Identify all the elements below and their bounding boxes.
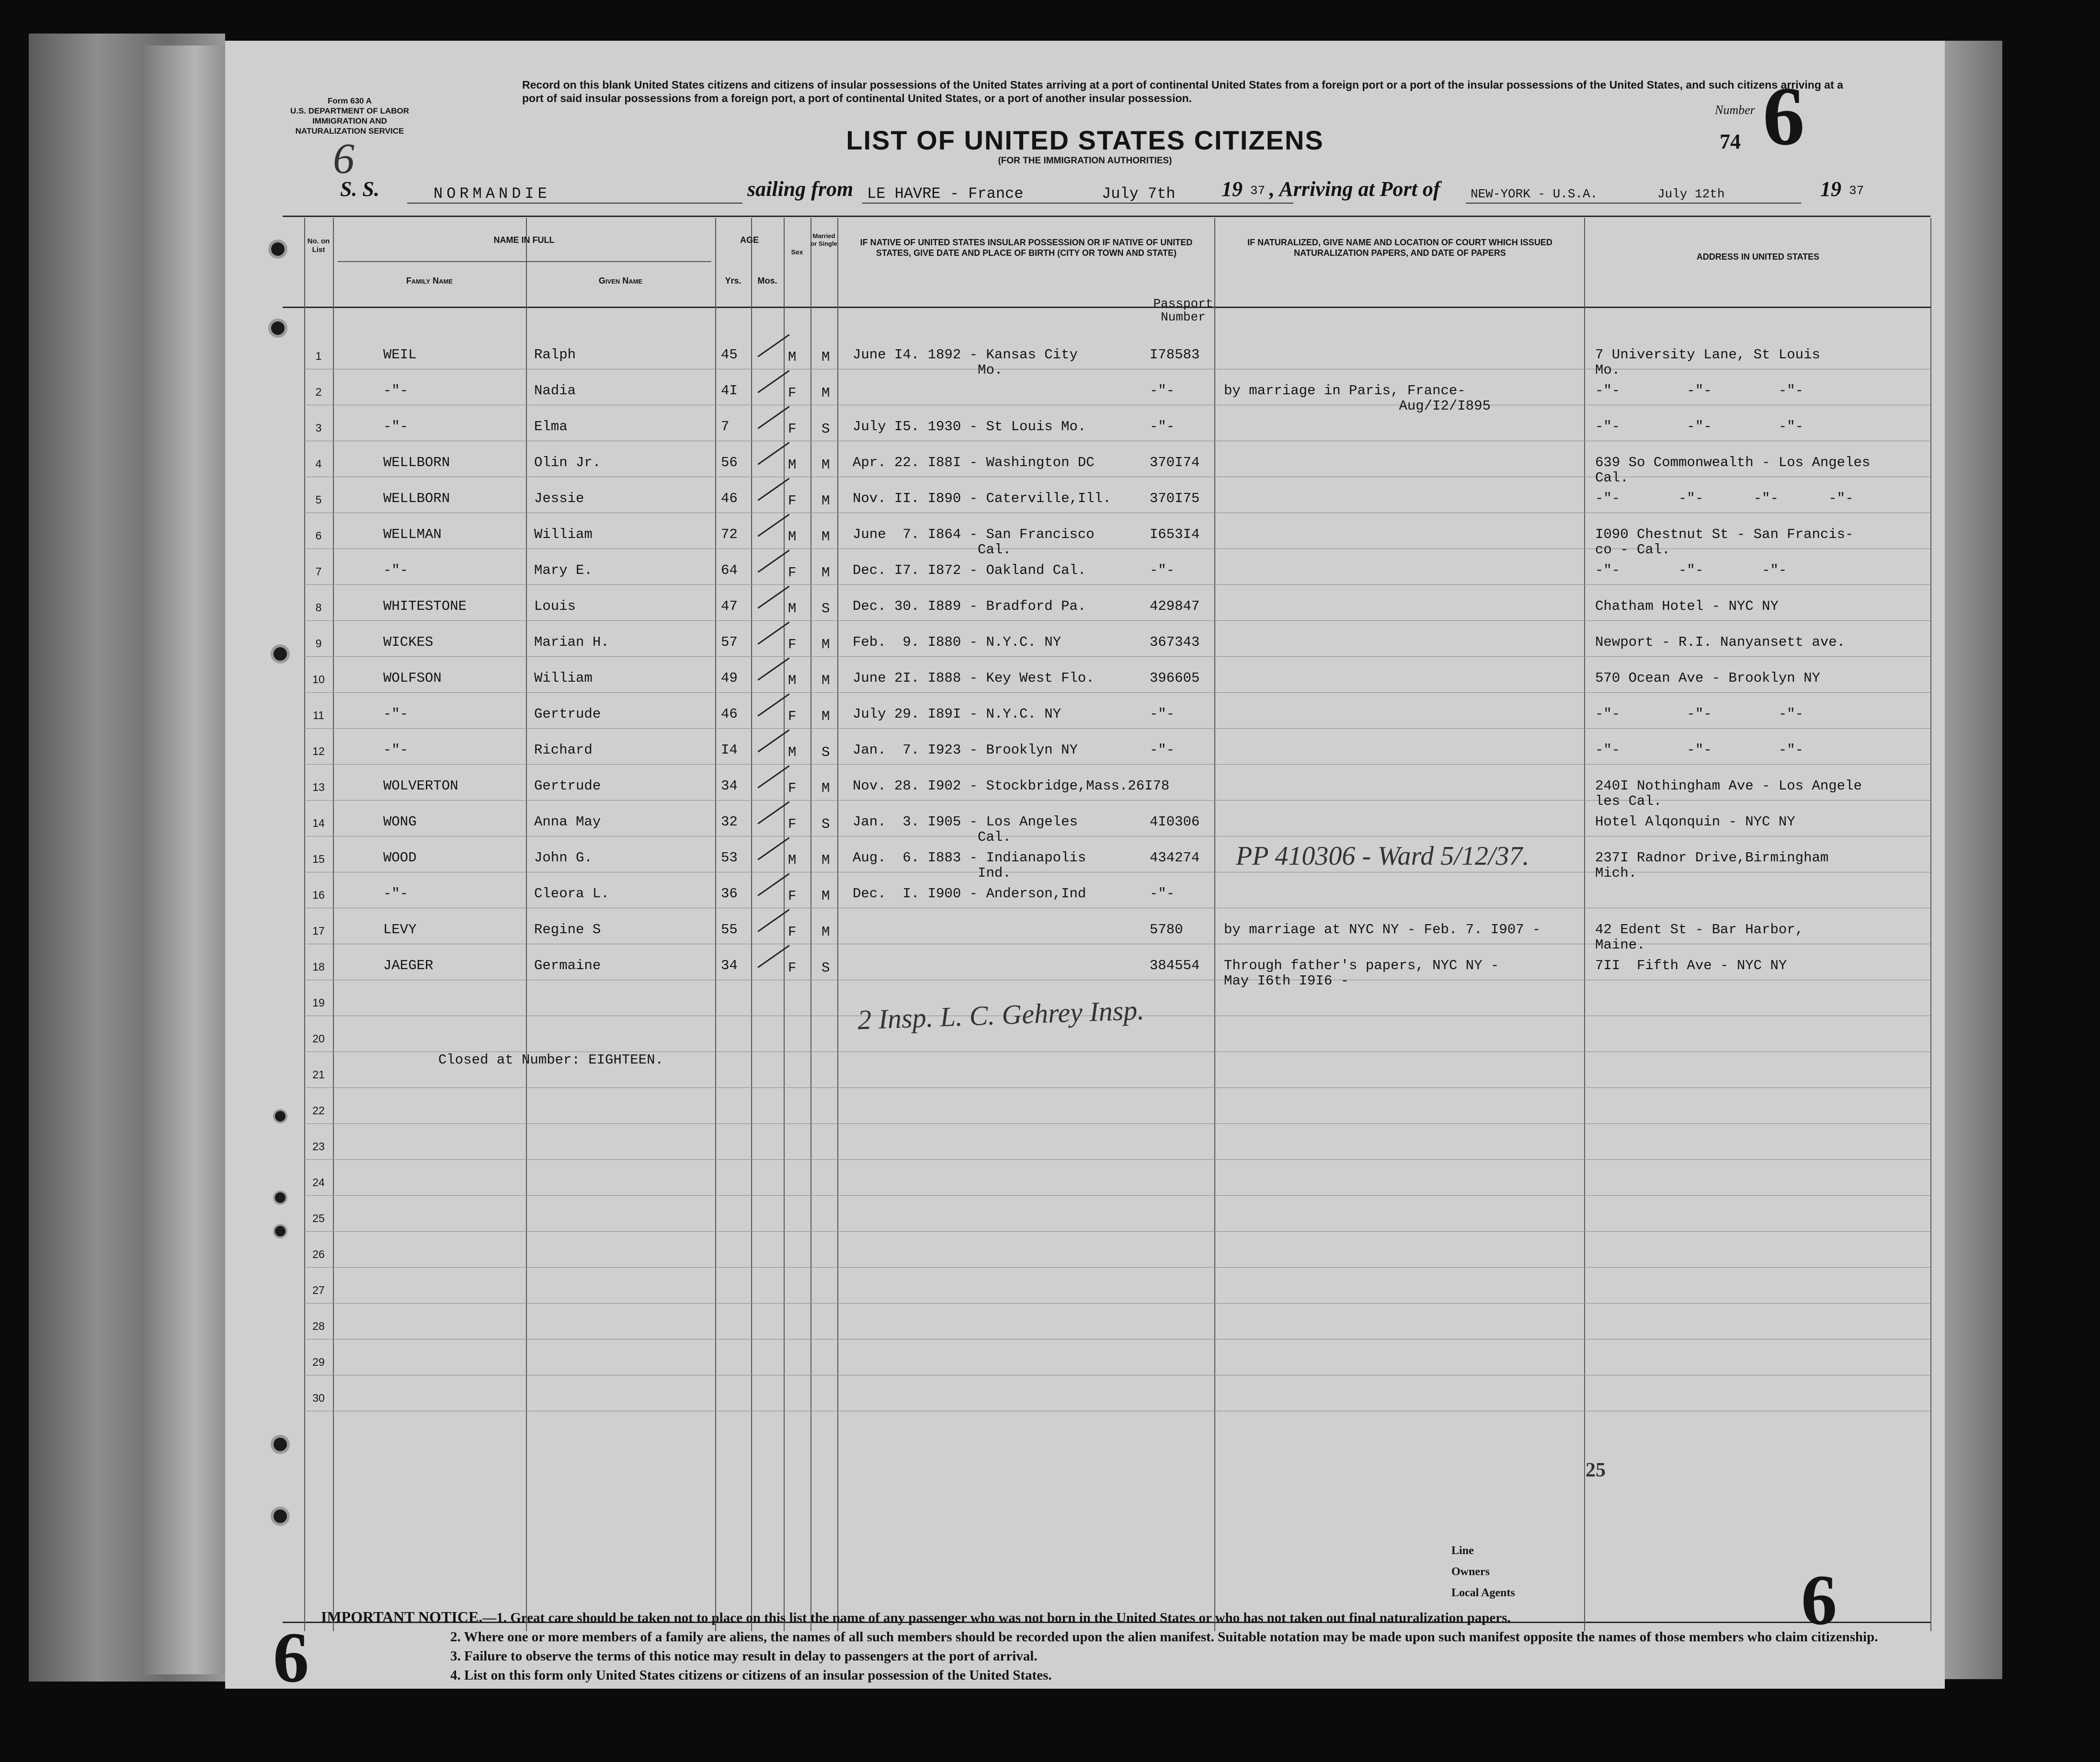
form-id-line: NATURALIZATION SERVICE	[295, 126, 404, 136]
row-rule	[304, 1303, 1930, 1304]
agent-labels	[1451, 1540, 1515, 1603]
notice-title: IMPORTANT NOTICE.	[321, 1608, 483, 1625]
passport-number: I653I4	[1150, 526, 1200, 542]
checkmark-icon	[757, 478, 789, 501]
notice-item-3: 3. Failure to observe the terms of this notice may result in delay to passengers at the port of arrival.	[450, 1648, 1038, 1664]
row-number: 29	[312, 1356, 325, 1368]
column-divider	[1214, 218, 1215, 1631]
family-name: LEVY	[383, 922, 417, 938]
us-address: Chatham Hotel - NYC NY	[1595, 598, 1779, 614]
sex: F	[788, 421, 797, 437]
given-name: Nadia	[534, 383, 576, 399]
column-divider	[751, 218, 752, 1631]
form-id-line: Form 630 A	[328, 96, 372, 105]
list-number-handwritten: 74	[1720, 130, 1741, 153]
manifest-page	[225, 41, 1945, 1689]
age-years: 53	[721, 850, 738, 866]
family-name: -"-	[383, 562, 409, 578]
row-rule	[304, 692, 1930, 693]
passport-number: -"-	[1150, 419, 1175, 435]
checkmark-icon	[757, 621, 789, 644]
col-family-name: Family Name	[406, 276, 453, 286]
row-rule	[304, 656, 1930, 657]
us-address: 237I Radnor Drive,Birmingham Mich.	[1595, 850, 1829, 881]
marital-status: M	[822, 780, 830, 796]
passport-number: 5780	[1150, 922, 1183, 938]
age-years: 46	[721, 491, 738, 506]
marital-status: M	[822, 457, 830, 473]
row-number: 8	[315, 601, 322, 614]
passport-number: 367343	[1150, 634, 1200, 650]
arrival-year: 37	[1849, 183, 1864, 198]
row-number: 9	[315, 637, 322, 650]
row-number: 4	[315, 458, 322, 470]
col-name-in-full: NAME IN FULL	[493, 235, 555, 245]
age-years: 4I	[721, 383, 738, 399]
binder-hole-icon	[271, 1507, 290, 1526]
age-years: 7	[721, 419, 730, 435]
checkmark-icon	[757, 370, 789, 393]
family-name: -"-	[383, 706, 409, 722]
binder-hole-icon	[268, 319, 287, 338]
column-divider	[1584, 218, 1585, 1631]
given-name: William	[534, 670, 593, 686]
row-rule	[304, 1231, 1930, 1232]
age-years: 57	[721, 634, 738, 650]
ss-label: S. S.	[340, 177, 379, 201]
family-name: WEIL	[383, 347, 417, 363]
col-birth: IF NATIVE OF UNITED STATES INSULAR POSSESSION OR IF NATIVE OF UNITED STATES, GIVE DATE AND PLACE OF BIRTH (CITY OR TOWN AND STATE)	[860, 238, 1193, 258]
table-header-rule	[283, 307, 1930, 308]
birth-info: June 2I. I888 - Key West Flo.	[853, 670, 1095, 686]
binder-hole-icon	[273, 1109, 287, 1123]
marital-status: M	[822, 924, 830, 940]
sex: M	[788, 601, 797, 617]
col-age-years: Yrs.	[725, 276, 742, 286]
arrival-port: NEW-YORK - U.S.A.	[1471, 187, 1598, 201]
arriving-label: , Arriving at Port of	[1269, 177, 1440, 201]
ship-name: NORMANDIE	[434, 185, 551, 203]
birth-info: July 29. I89I - N.Y.C. NY	[853, 706, 1061, 722]
row-rule	[304, 728, 1930, 729]
row-number: 7	[315, 565, 322, 578]
family-name: WHITESTONE	[383, 598, 467, 614]
family-name: WOLVERTON	[383, 778, 458, 794]
birth-info: Feb. 9. I880 - N.Y.C. NY	[853, 634, 1061, 650]
notice-item-4: 4. List on this form only United States citizens or citizens of an insular possession of the United States.	[450, 1668, 1052, 1683]
passport-number: -"-	[1150, 742, 1175, 758]
marital-status: S	[822, 421, 830, 437]
sex: F	[788, 493, 797, 509]
age-years: 34	[721, 778, 738, 794]
birth-info: June I4. 1892 - Kansas City Mo.	[853, 347, 1078, 378]
given-name: Olin Jr.	[534, 455, 601, 470]
birth-info: Nov. II. I890 - Caterville,Ill.	[853, 491, 1111, 506]
line-label: Line	[1451, 1545, 1474, 1557]
given-name: Mary E.	[534, 562, 593, 578]
passport-number: 396605	[1150, 670, 1200, 686]
age-years: 32	[721, 814, 738, 830]
closed-note: Closed at Number: EIGHTEEN.	[438, 1052, 663, 1068]
age-years: 34	[721, 958, 738, 973]
marital-status: M	[822, 385, 830, 401]
checkmark-icon	[757, 945, 789, 968]
row-number: 15	[312, 853, 325, 865]
column-divider	[715, 218, 716, 1631]
marital-status: M	[822, 673, 830, 688]
age-years: 36	[721, 886, 738, 902]
marital-status: M	[822, 637, 830, 652]
given-name: Cleora L.	[534, 886, 609, 902]
column-divider	[526, 218, 527, 1631]
checkmark-icon	[757, 765, 789, 788]
row-number: 30	[312, 1392, 325, 1404]
age-years: 56	[721, 455, 738, 470]
row-number: 19	[312, 996, 325, 1009]
family-name: WICKES	[383, 634, 434, 650]
row-number: 24	[312, 1176, 325, 1189]
us-address: 42 Edent St - Bar Harbor, Maine.	[1595, 922, 1804, 953]
binder-hole-icon	[273, 1224, 287, 1238]
row-number: 12	[312, 745, 325, 757]
checkmark-icon	[757, 693, 789, 716]
given-name: Regine S	[534, 922, 601, 938]
column-divider	[1930, 218, 1931, 1631]
handwritten-list-number: 6	[333, 135, 354, 183]
us-address: 570 Ocean Ave - Brooklyn NY	[1595, 670, 1820, 686]
row-rule	[304, 1159, 1930, 1160]
arrival-underline	[1466, 203, 1801, 204]
age-years: 64	[721, 562, 738, 578]
inspector-signature: 2 Insp. L. C. Gehrey Insp.	[857, 994, 1145, 1036]
us-address: Newport - R.I. Nanyansett ave.	[1595, 634, 1846, 650]
birth-info: Dec. I7. I872 - Oakland Cal.	[853, 562, 1086, 578]
list-number: 6	[1763, 69, 1805, 162]
col-naturalized: IF NATURALIZED, GIVE NAME AND LOCATION OF COURT WHICH ISSUED NATURALIZATION PAPERS, AND DATE OF PAPERS	[1247, 238, 1552, 258]
row-number: 11	[313, 709, 324, 721]
naturalization-info: by marriage at NYC NY - Feb. 7. I907 -	[1224, 922, 1541, 938]
checkmark-icon	[757, 801, 789, 824]
binder-hole-icon	[271, 644, 290, 664]
birth-info: Apr. 22. I88I - Washington DC	[853, 455, 1095, 470]
col-no-on-list: No. on List	[307, 237, 330, 254]
given-name: Richard	[534, 742, 593, 758]
naturalization-info: Through father's papers, NYC NY - May I6th I9I6 -	[1224, 958, 1499, 989]
row-rule	[304, 1195, 1930, 1196]
number-label: Number	[1715, 103, 1755, 117]
us-address: I090 Chestnut St - San Francis- co - Cal.	[1595, 526, 1854, 558]
binder-hole-icon	[268, 240, 287, 259]
given-name: Germaine	[534, 958, 601, 973]
column-divider	[810, 218, 811, 1631]
checkmark-icon	[757, 837, 789, 860]
given-name: Jessie	[534, 491, 584, 506]
row-number: 22	[312, 1104, 325, 1117]
column-divider	[784, 218, 785, 1631]
marital-status: M	[822, 888, 830, 904]
row-number: 25	[312, 1212, 325, 1224]
sailing-year: 37	[1250, 183, 1266, 198]
family-name: -"-	[383, 383, 409, 399]
checkmark-icon	[757, 514, 789, 537]
name-header-rule	[338, 261, 711, 262]
checkmark-icon	[757, 406, 789, 429]
row-number: 3	[315, 422, 322, 434]
sex: F	[788, 816, 797, 832]
page-subtitle: (FOR THE IMMIGRATION AUTHORITIES)	[998, 156, 1172, 166]
row-number: 26	[312, 1248, 325, 1260]
sex: M	[788, 852, 797, 868]
row-rule	[304, 1087, 1930, 1088]
marital-status: M	[822, 529, 830, 545]
sex: F	[788, 924, 797, 940]
row-number: 2	[315, 386, 322, 398]
passport-number: 4I0306	[1150, 814, 1200, 830]
col-married-single: Married or Single	[810, 232, 837, 247]
given-name: Anna May	[534, 814, 601, 830]
marital-status: M	[822, 565, 830, 581]
age-years: 47	[721, 598, 738, 614]
book-page-stack	[144, 46, 230, 1674]
sex: F	[788, 385, 797, 401]
family-name: JAEGER	[383, 958, 434, 973]
checkmark-icon	[757, 873, 789, 896]
sex: M	[788, 457, 797, 473]
given-name: Ralph	[534, 347, 576, 363]
given-name: William	[534, 526, 593, 542]
age-years: I4	[721, 742, 738, 758]
sex: F	[788, 780, 797, 796]
passport-number: 429847	[1150, 598, 1200, 614]
checkmark-icon	[757, 909, 789, 932]
row-number: 14	[312, 817, 325, 829]
passport-number: -"-	[1150, 383, 1175, 399]
tally-number: 25	[1586, 1459, 1606, 1481]
col-given-name: Given Name	[598, 276, 643, 286]
birth-info: Jan. 3. I905 - Los Angeles Cal.	[853, 814, 1078, 845]
binder-hole-icon	[271, 1435, 290, 1454]
given-name: Gertrude	[534, 778, 601, 794]
row-number: 5	[315, 493, 322, 506]
birth-info: Aug. 6. I883 - Indianapolis Ind.	[853, 850, 1086, 881]
naturalization-info: by marriage in Paris, France- Aug/I2/I895	[1224, 383, 1491, 414]
passport-number: -"-	[1150, 706, 1175, 722]
column-divider	[837, 218, 838, 1631]
row-rule	[304, 584, 1930, 585]
family-name: WOOD	[383, 850, 417, 866]
birth-info: Dec. I. I900 - Anderson,Ind	[853, 886, 1086, 902]
marital-status: S	[822, 960, 830, 976]
col-age: AGE	[740, 235, 759, 245]
big-six-right: 6	[1801, 1560, 1837, 1640]
birth-info: June 7. I864 - San Francisco Cal.	[853, 526, 1095, 558]
notice-item-1: —1. Great care should be taken not to place on this list the name of any passenger who was not born in the United States or who has not taken out final naturalization papers.	[482, 1610, 1511, 1625]
row-number: 28	[312, 1320, 325, 1332]
family-name: -"-	[383, 742, 409, 758]
sex: M	[788, 349, 797, 365]
marital-status: S	[822, 744, 830, 760]
owners-label: Owners	[1451, 1566, 1490, 1578]
given-name: Gertrude	[534, 706, 601, 722]
row-number: 13	[312, 781, 325, 793]
checkmark-icon	[757, 657, 789, 680]
passport-number: -"-	[1150, 562, 1175, 578]
checkmark-icon	[757, 585, 789, 608]
form-id-line: U.S. DEPARTMENT OF LABOR	[290, 106, 410, 115]
departure-port: LE HAVRE - France	[867, 185, 1024, 203]
row-number: 18	[312, 961, 325, 973]
table-top-rule	[283, 216, 1930, 217]
given-name: Marian H.	[534, 634, 609, 650]
us-address: -"- -"- -"-	[1595, 562, 1787, 578]
sex: M	[788, 673, 797, 688]
marital-status: S	[822, 601, 830, 617]
age-years: 72	[721, 526, 738, 542]
checkmark-icon	[757, 334, 789, 357]
local-agents-label: Local Agents	[1451, 1587, 1515, 1599]
binder-hole-icon	[273, 1190, 287, 1205]
col-passport: Passport Number	[1153, 297, 1213, 324]
checkmark-icon	[757, 549, 789, 572]
us-address: 7 University Lane, St Louis Mo.	[1595, 347, 1820, 378]
family-name: WONG	[383, 814, 417, 830]
ship-underline	[407, 203, 742, 204]
age-years: 55	[721, 922, 738, 938]
passport-number: 434274	[1150, 850, 1200, 866]
sex: M	[788, 744, 797, 760]
form-id-line: IMMIGRATION AND	[312, 116, 387, 126]
sex: F	[788, 709, 797, 724]
sex: F	[788, 888, 797, 904]
col-address: ADDRESS IN UNITED STATES	[1696, 252, 1820, 262]
us-address: -"- -"- -"-	[1595, 383, 1804, 399]
us-address: -"- -"- -"- -"-	[1595, 491, 1854, 506]
intro-text: Record on this blank United States citizens and citizens of insular possessions of the United States arriving at a port of continental United States from a foreign port or a port of the insular possessions of the United States, and such citizens arriving at a port of said insular possessions from a foreign port, a port of continental United States, or a port of another insular possession.	[522, 79, 1843, 104]
birth-info: Dec. 30. I889 - Bradford Pa.	[853, 598, 1086, 614]
sex: F	[788, 960, 797, 976]
family-name: -"-	[383, 886, 409, 902]
row-number: 1	[315, 350, 322, 362]
us-address: Hotel Alqonquin - NYC NY	[1595, 814, 1795, 830]
page-title: LIST OF UNITED STATES CITIZENS	[846, 125, 1324, 155]
row-number: 10	[312, 673, 325, 686]
sex: M	[788, 529, 797, 545]
sailing-date: July 7th	[1102, 185, 1176, 203]
row-rule	[304, 1267, 1930, 1268]
passport-number: 384554	[1150, 958, 1200, 973]
family-name: WELLMAN	[383, 526, 442, 542]
checkmark-icon	[757, 729, 789, 752]
sex: F	[788, 565, 797, 581]
notice-item-2: 2. Where one or more members of a family are aliens, the names of all such members should be recorded upon the alien manifest. Suitable notation may be made upon such manifest opposite the names of those members who claim citizenship.	[450, 1629, 1878, 1645]
marital-status: M	[822, 349, 830, 365]
given-name: Louis	[534, 598, 576, 614]
big-six-left: 6	[273, 1618, 309, 1689]
row-rule	[304, 620, 1930, 621]
row-number: 17	[312, 925, 325, 937]
passport-number: -"-	[1150, 886, 1175, 902]
us-address: -"- -"- -"-	[1595, 742, 1804, 758]
marital-status: M	[822, 493, 830, 509]
passport-number: 370I74	[1150, 455, 1200, 470]
row-rule	[304, 764, 1930, 765]
row-number: 20	[312, 1032, 325, 1045]
marital-status: S	[822, 816, 830, 832]
row-number: 27	[312, 1284, 325, 1296]
row-number: 23	[312, 1140, 325, 1153]
us-address: -"- -"- -"-	[1595, 419, 1804, 435]
us-address: 7II Fifth Ave - NYC NY	[1595, 958, 1787, 973]
birth-info: Nov. 28. I902 - Stockbridge,Mass.26I78	[853, 778, 1170, 794]
us-address: -"- -"- -"-	[1595, 706, 1804, 722]
row-number: 21	[312, 1068, 325, 1081]
checkmark-icon	[757, 442, 789, 465]
passport-number: I78583	[1150, 347, 1200, 363]
col-sex: Sex	[791, 248, 803, 256]
us-address: 639 So Commonwealth - Los Angeles Cal.	[1595, 455, 1871, 486]
age-years: 49	[721, 670, 738, 686]
us-address: 240I Nothingham Ave - Los Angele les Cal.	[1595, 778, 1862, 809]
marital-status: M	[822, 852, 830, 868]
row-number: 6	[315, 529, 322, 542]
family-name: -"-	[383, 419, 409, 435]
sailing-year-prefix: 19	[1221, 177, 1243, 201]
sailing-from-label: sailing from	[747, 177, 854, 201]
given-name: Elma	[534, 419, 568, 435]
important-notice	[321, 1607, 1945, 1685]
age-years: 45	[721, 347, 738, 363]
sex: F	[788, 637, 797, 652]
marital-status: M	[822, 709, 830, 724]
row-number: 16	[312, 889, 325, 901]
col-age-months: Mos.	[757, 276, 777, 286]
row-rule	[304, 1123, 1930, 1124]
birth-info: Jan. 7. I923 - Brooklyn NY	[853, 742, 1078, 758]
handwritten-passport-note: PP 410306 - Ward 5/12/37.	[1236, 841, 1529, 871]
arrival-year-prefix: 19	[1820, 177, 1841, 201]
family-name: WOLFSON	[383, 670, 442, 686]
book-right-edge	[1945, 41, 2002, 1679]
family-name: WELLBORN	[383, 455, 450, 470]
birth-info: July I5. 1930 - St Louis Mo.	[853, 419, 1086, 435]
age-years: 46	[721, 706, 738, 722]
arrival-date: July 12th	[1657, 187, 1725, 201]
passport-number: 370I75	[1150, 491, 1200, 506]
given-name: John G.	[534, 850, 593, 866]
family-name: WELLBORN	[383, 491, 450, 506]
